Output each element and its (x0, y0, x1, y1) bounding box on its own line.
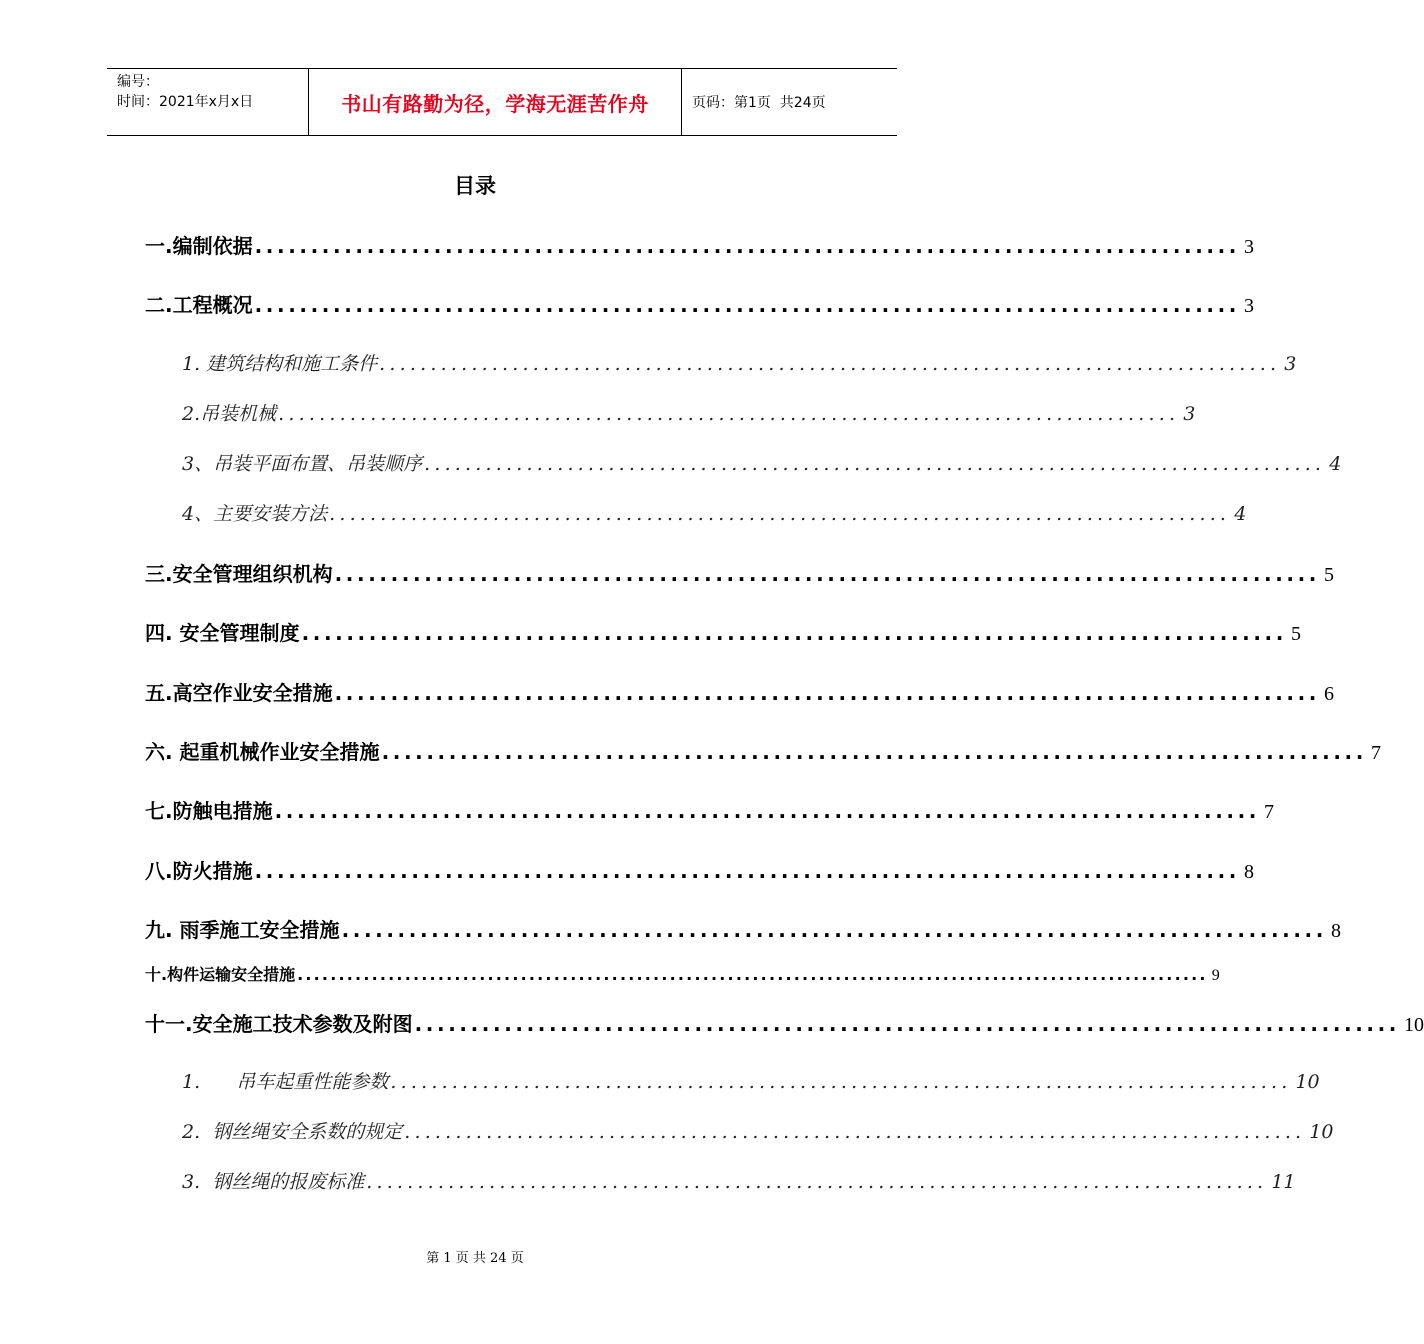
toc-entry[interactable]: 一.编制依据 ........................................................................................ 3 (145, 230, 860, 259)
toc-entry-page: 10 (1404, 1014, 1424, 1036)
toc-entry-label: 3、吊装平面布置、吊装顺序 (182, 453, 423, 475)
toc-entry-page: 5 (1324, 564, 1335, 586)
toc-entry-page: 5 (1290, 623, 1301, 645)
toc-entry-page: 4 (1329, 453, 1342, 475)
toc-entry-page: 7 (1370, 742, 1381, 764)
toc-entry-label: 1. 建筑结构和施工条件 (182, 353, 378, 375)
toc-entry-page: 11 (1271, 1171, 1296, 1193)
toc-entry-label: 四. 安全管理制度 (145, 621, 300, 645)
toc-entry-page: 8 (1330, 920, 1341, 942)
toc-entry-label: 三.安全管理组织机构 (145, 562, 333, 586)
header-motto-cell (309, 69, 682, 135)
toc-entry[interactable]: 3、吊装平面布置、吊装顺序 ........................................................................................ 4 (182, 449, 862, 476)
toc-entry-label: 3. 钢丝绳的报废标准 (182, 1171, 365, 1193)
toc-entry[interactable]: 三.安全管理组织机构 ........................................................................................ 5 (145, 558, 860, 587)
toc-entry-page: 6 (1324, 683, 1335, 705)
toc-entry[interactable]: 六. 起重机械作业安全措施 ........................................................................................ 7 (145, 736, 860, 765)
toc-entry-page: 4 (1234, 503, 1247, 525)
toc-entry[interactable]: 五.高空作业安全措施 ........................................................................................ 6 (145, 677, 860, 706)
toc-entry-page: 10 (1295, 1071, 1320, 1093)
toc-entry-page: 3 (1183, 403, 1196, 425)
document-time-label: 时间：2021年x月x日 (117, 94, 254, 110)
toc-entry[interactable]: 七.防触电措施 ........................................................................................ 7 (145, 795, 860, 824)
toc-entry-page: 8 (1244, 861, 1255, 883)
toc-entry[interactable]: 八.防火措施 ........................................................................................ 8 (145, 855, 860, 884)
toc-entry-page: 10 (1309, 1121, 1334, 1143)
toc-entry-page: 9 (1211, 967, 1220, 984)
toc-entry-page: 7 (1264, 801, 1275, 823)
toc-entry-page: 3 (1284, 353, 1297, 375)
toc-entry[interactable]: 4、主要安装方法 ........................................................................................ 4 (182, 499, 862, 526)
toc-entry-label: 1. 吊车起重性能参数 (182, 1071, 389, 1093)
toc-entry-label: 一.编制依据 (145, 234, 253, 258)
header-table (107, 68, 897, 136)
header-meta (107, 69, 309, 135)
toc-entry-label: 十一.安全施工技术参数及附图 (145, 1012, 413, 1036)
toc-entry-label: 六. 起重机械作业安全措施 (145, 740, 380, 764)
toc-entry-label: 二.工程概况 (145, 293, 253, 317)
header-page-info: 页码：第1页 共24页 (692, 95, 826, 111)
toc-entry[interactable]: 2.吊装机械 ........................................................................................ 3 (182, 399, 862, 426)
toc-entry[interactable]: 十.构件运输安全措施 .............................................................................................................. 9 (145, 962, 860, 985)
document-number-label: 编号： (117, 74, 159, 90)
toc-entry-label: 五.高空作业安全措施 (145, 681, 333, 705)
toc-entry[interactable]: 十一.安全施工技术参数及附图 ........................................................................................ 10 (145, 1008, 860, 1037)
toc-entry[interactable]: 2. 钢丝绳安全系数的规定 ........................................................................................ 10 (182, 1117, 862, 1144)
toc-title: 目录 (454, 174, 496, 198)
toc-entry-label: 2. 钢丝绳安全系数的规定 (182, 1121, 403, 1143)
toc-entry[interactable]: 1. 建筑结构和施工条件 ........................................................................................ 3 (182, 349, 862, 376)
toc-entry-label: 八.防火措施 (145, 859, 253, 883)
toc-entry[interactable]: 四. 安全管理制度 ........................................................................................ 5 (145, 617, 860, 646)
page-footer (0, 1247, 950, 1266)
toc-entry[interactable]: 九. 雨季施工安全措施 ........................................................................................ 8 (145, 914, 860, 943)
toc-entry-page: 3 (1244, 295, 1255, 317)
footer-page-number: 第 1 页 共 24 页 (426, 1251, 524, 1266)
toc-entry-label: 七.防触电措施 (145, 799, 273, 823)
toc-entry-page: 3 (1244, 236, 1255, 258)
toc-entry-label: 2.吊装机械 (182, 403, 277, 425)
header-page-cell (682, 69, 897, 135)
toc-entry-label: 九. 雨季施工安全措施 (145, 918, 340, 942)
toc-entry-label: 十.构件运输安全措施 (145, 965, 296, 984)
header-motto: 书山有路勤为径，学海无涯苦作舟 (341, 91, 649, 116)
toc-entry[interactable]: 1. 吊车起重性能参数 ........................................................................................ 10 (182, 1067, 862, 1094)
toc-entry[interactable]: 3. 钢丝绳的报废标准 ........................................................................................ 11 (182, 1167, 862, 1194)
toc-entry-label: 4、主要安装方法 (182, 503, 328, 525)
toc-entry[interactable]: 二.工程概况 ........................................................................................ 3 (145, 289, 860, 318)
